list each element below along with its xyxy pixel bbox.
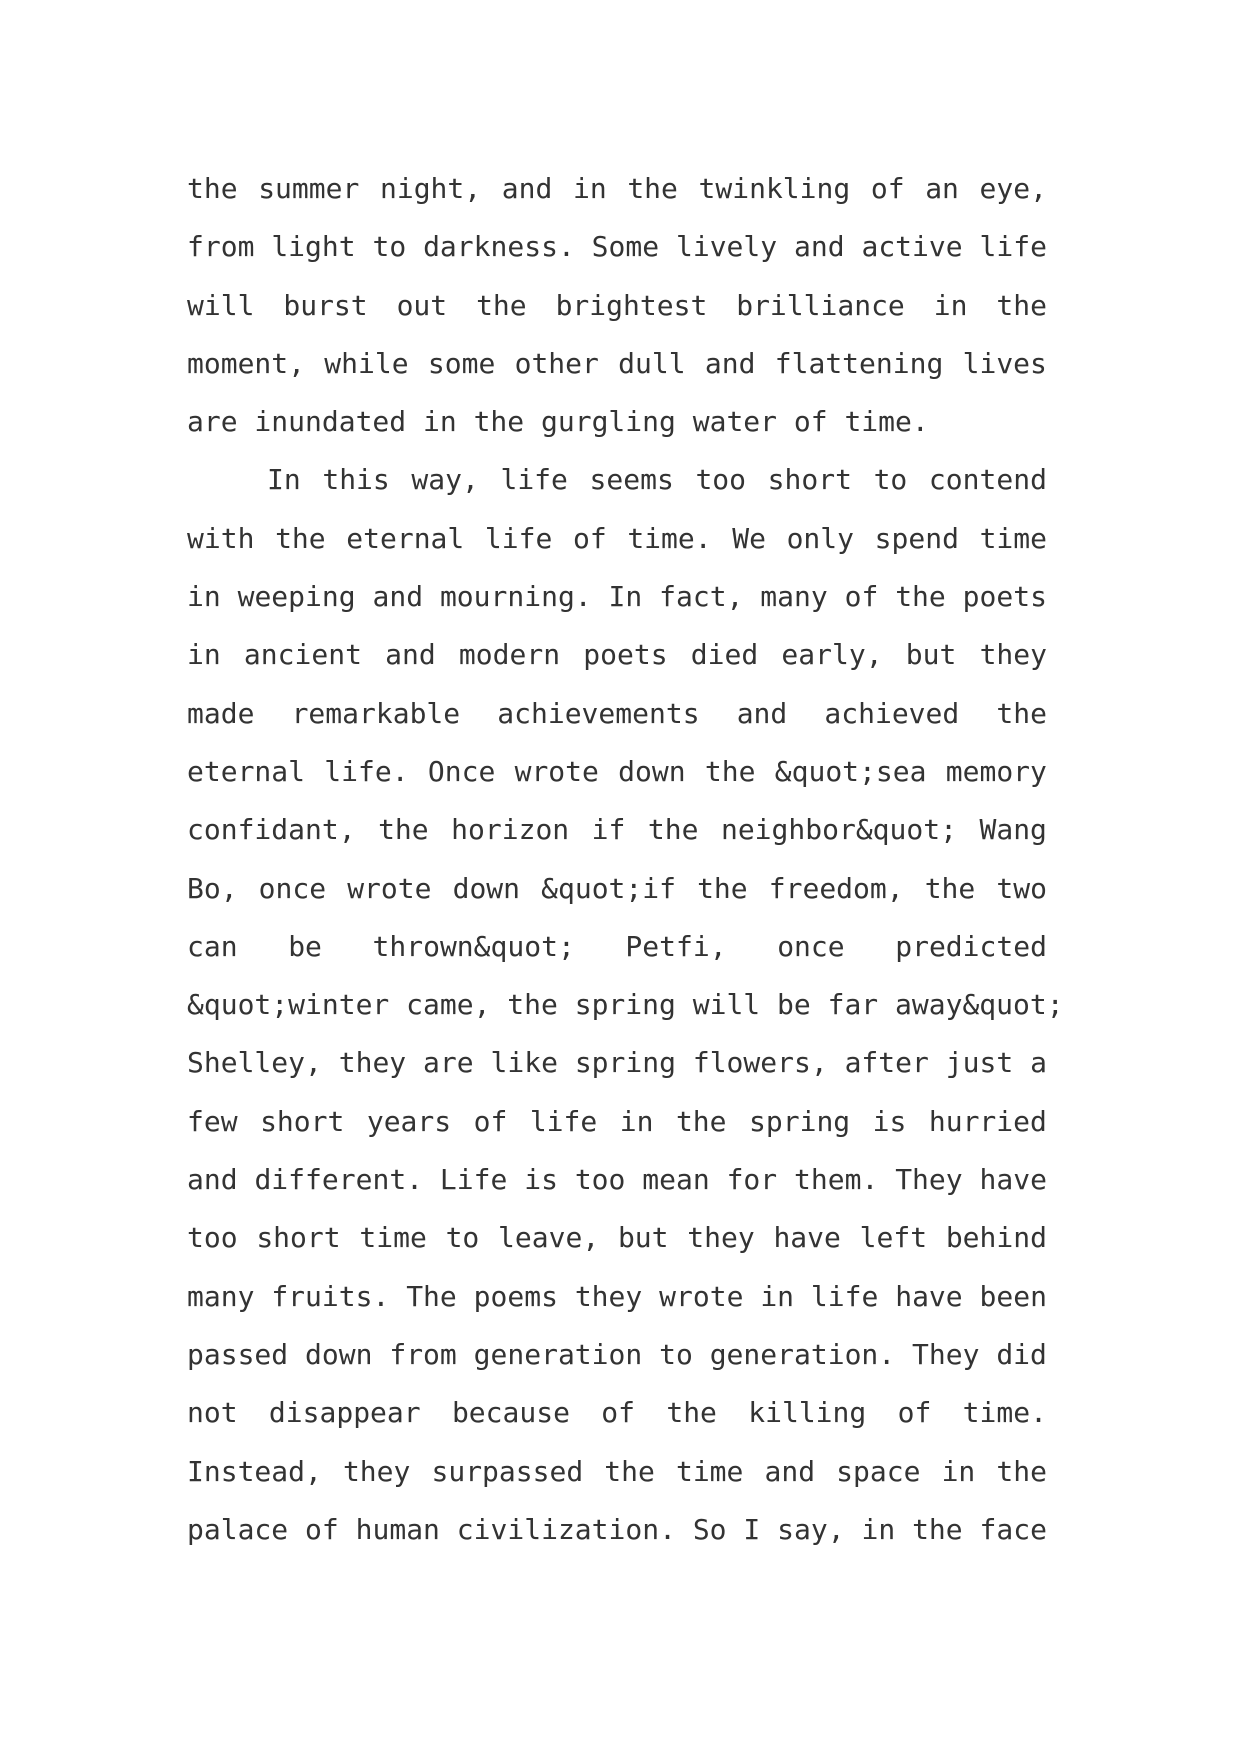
word: for bbox=[726, 1163, 778, 1197]
word: will bbox=[187, 288, 255, 322]
word: if bbox=[591, 813, 626, 847]
word: the bbox=[924, 871, 976, 905]
word: two bbox=[996, 871, 1047, 905]
word: time bbox=[979, 521, 1047, 555]
word: generation bbox=[473, 1337, 643, 1371]
word: the bbox=[996, 696, 1047, 730]
word: in bbox=[619, 1104, 654, 1138]
word: made bbox=[187, 696, 255, 730]
word: this bbox=[322, 463, 390, 497]
text-line bbox=[187, 1326, 1047, 1384]
text-line bbox=[187, 451, 1047, 509]
word: disappear bbox=[268, 1396, 421, 1430]
word: to bbox=[873, 463, 908, 497]
word: predicted bbox=[895, 929, 1047, 963]
word: mean bbox=[642, 1163, 710, 1197]
word: darkness. bbox=[423, 230, 575, 264]
word: they bbox=[979, 638, 1047, 672]
word: modern bbox=[458, 638, 561, 672]
word: wrote bbox=[347, 871, 432, 905]
word: brilliance bbox=[736, 288, 905, 322]
word: to bbox=[445, 1221, 480, 1255]
word: an bbox=[925, 172, 959, 205]
word: summer bbox=[258, 172, 360, 205]
word: other bbox=[514, 346, 599, 380]
word: but bbox=[617, 1221, 669, 1255]
word: early, bbox=[781, 638, 883, 672]
word: the bbox=[187, 172, 238, 205]
word: In bbox=[608, 580, 643, 614]
word: night, bbox=[379, 172, 482, 205]
word: Life bbox=[439, 1163, 508, 1197]
word: life bbox=[500, 463, 568, 497]
text-line bbox=[187, 335, 1047, 393]
word: in bbox=[572, 172, 607, 205]
word: time. bbox=[627, 521, 712, 555]
word: spend bbox=[874, 521, 959, 555]
word: and bbox=[372, 580, 424, 614]
word: life. bbox=[324, 754, 409, 788]
word: freedom, bbox=[768, 871, 904, 905]
word: achievements bbox=[497, 696, 700, 730]
word: Wang bbox=[979, 813, 1047, 847]
word: in bbox=[941, 1454, 976, 1488]
word: the bbox=[675, 1104, 727, 1138]
word: In bbox=[267, 463, 301, 497]
word: but bbox=[905, 638, 957, 672]
word: dull bbox=[618, 346, 686, 380]
word: way, bbox=[411, 463, 479, 497]
word: short bbox=[260, 1104, 345, 1138]
word: like bbox=[490, 1046, 558, 1080]
word: eternal bbox=[346, 521, 465, 555]
word: the bbox=[476, 288, 527, 322]
word: seems bbox=[589, 463, 674, 497]
word: the bbox=[666, 1396, 717, 1430]
word: from bbox=[389, 1337, 457, 1371]
word: time. bbox=[962, 1396, 1047, 1430]
word: and bbox=[704, 346, 756, 380]
word: horizon bbox=[451, 813, 570, 847]
word: and bbox=[736, 696, 788, 730]
word: years bbox=[366, 1104, 452, 1138]
word: to bbox=[372, 230, 407, 264]
word: too bbox=[695, 463, 747, 497]
word: surpassed bbox=[431, 1454, 584, 1488]
word: of bbox=[305, 1512, 339, 1546]
word: the bbox=[697, 871, 748, 905]
word: from bbox=[187, 230, 255, 264]
word: died bbox=[690, 638, 759, 672]
word: eye, bbox=[979, 172, 1047, 205]
word: just bbox=[945, 1046, 1014, 1080]
word: We bbox=[732, 521, 766, 555]
word: confidant, bbox=[187, 813, 356, 847]
word: Petfi, bbox=[625, 929, 727, 963]
word: many bbox=[760, 580, 828, 614]
word: of bbox=[473, 1104, 508, 1138]
word: civilization. bbox=[456, 1512, 676, 1546]
text-line bbox=[187, 218, 1047, 276]
text-line: are inundated in the gurgling water of time. bbox=[187, 405, 929, 439]
word: They bbox=[895, 1163, 963, 1197]
word: time bbox=[359, 1221, 427, 1255]
word: the bbox=[378, 813, 429, 847]
word: time bbox=[675, 1454, 744, 1488]
word: few bbox=[187, 1104, 238, 1138]
word: down bbox=[618, 754, 686, 788]
word: spring bbox=[574, 1046, 676, 1080]
word: the bbox=[275, 521, 326, 555]
word: been bbox=[979, 1279, 1047, 1313]
word: the bbox=[996, 1454, 1047, 1488]
word: say, bbox=[777, 1512, 845, 1546]
text-line bbox=[187, 918, 1047, 976]
word: in bbox=[760, 1279, 795, 1313]
word: is bbox=[524, 1163, 558, 1197]
word: I bbox=[743, 1512, 761, 1546]
word: thrown&quot; bbox=[372, 929, 575, 963]
text-line bbox=[187, 1209, 1047, 1267]
word: many bbox=[187, 1279, 255, 1313]
word: of bbox=[601, 1396, 636, 1430]
text-line bbox=[187, 1268, 1047, 1326]
word: &quot;if bbox=[541, 871, 676, 905]
word: active bbox=[861, 230, 963, 264]
word: the bbox=[704, 754, 756, 788]
word: weeping bbox=[237, 580, 356, 614]
word: with bbox=[187, 521, 255, 555]
word: of bbox=[870, 172, 905, 205]
word: in bbox=[187, 580, 221, 614]
word: eternal bbox=[187, 754, 306, 788]
text-line bbox=[187, 685, 1047, 743]
word: life bbox=[484, 521, 553, 555]
word: contend bbox=[928, 463, 1047, 497]
text-line bbox=[187, 1034, 1047, 1092]
word: did bbox=[996, 1337, 1047, 1371]
word: remarkable bbox=[291, 696, 461, 730]
word: down bbox=[305, 1337, 373, 1371]
word: fact, bbox=[659, 580, 744, 614]
word: burst bbox=[283, 288, 368, 322]
text-line bbox=[187, 1384, 1047, 1442]
text-line bbox=[187, 743, 1047, 801]
text-line bbox=[187, 1443, 1047, 1501]
word: The bbox=[406, 1279, 457, 1313]
text-line bbox=[187, 860, 1047, 918]
word: in bbox=[861, 1512, 896, 1546]
text-line bbox=[187, 160, 1047, 218]
word: a bbox=[1030, 1046, 1047, 1080]
word: short bbox=[256, 1221, 341, 1255]
word: light bbox=[271, 230, 356, 264]
word: the bbox=[912, 1512, 963, 1546]
word: palace bbox=[187, 1512, 289, 1546]
word: and bbox=[501, 172, 553, 205]
word: they bbox=[342, 1454, 411, 1488]
word: and bbox=[794, 230, 845, 264]
word: achieved bbox=[824, 696, 960, 730]
word: the bbox=[895, 580, 946, 614]
word: passed bbox=[187, 1337, 289, 1371]
word: once bbox=[777, 929, 845, 963]
word: life bbox=[979, 230, 1047, 264]
text-line bbox=[187, 801, 1047, 859]
word: leave, bbox=[498, 1221, 600, 1255]
word: too bbox=[574, 1163, 626, 1197]
word: once bbox=[258, 871, 327, 905]
word: flowers, bbox=[692, 1046, 828, 1080]
text-line bbox=[187, 1501, 1047, 1559]
word: left bbox=[859, 1221, 928, 1255]
word: Bo, bbox=[187, 871, 238, 905]
word: &quot;sea bbox=[774, 754, 927, 788]
word: of bbox=[897, 1396, 932, 1430]
word: moment, bbox=[187, 346, 306, 380]
word: space bbox=[836, 1454, 921, 1488]
word: down bbox=[452, 871, 521, 905]
word: killing bbox=[748, 1396, 867, 1430]
word: brightest bbox=[555, 288, 708, 322]
word: ancient bbox=[243, 638, 362, 672]
word: of bbox=[572, 521, 607, 555]
word: they bbox=[687, 1221, 755, 1255]
text-line: &quot;winter came, the spring will be far away&quot; bbox=[187, 988, 1064, 1022]
word: flattening bbox=[774, 346, 944, 380]
word: are bbox=[423, 1046, 474, 1080]
word: lives bbox=[962, 346, 1047, 380]
word: mourning. bbox=[439, 580, 592, 614]
word: the bbox=[647, 813, 699, 847]
text-line bbox=[187, 568, 1047, 626]
word: they bbox=[574, 1279, 643, 1313]
word: not bbox=[187, 1396, 238, 1430]
word: too bbox=[187, 1221, 238, 1255]
word: and bbox=[187, 1163, 238, 1197]
word: different. bbox=[254, 1163, 424, 1197]
word: Instead, bbox=[187, 1454, 322, 1488]
body-text bbox=[187, 160, 1064, 1559]
word: the bbox=[604, 1454, 655, 1488]
word: wrote bbox=[514, 754, 599, 788]
text-line bbox=[187, 1151, 1047, 1209]
word: because bbox=[451, 1396, 570, 1430]
word: Once bbox=[427, 754, 496, 788]
word: lively bbox=[675, 230, 778, 264]
word: Some bbox=[591, 230, 660, 264]
text-line bbox=[187, 1093, 1047, 1151]
word: only bbox=[786, 521, 855, 555]
word: and bbox=[385, 638, 436, 672]
word: them. bbox=[794, 1163, 879, 1197]
word: behind bbox=[945, 1221, 1047, 1255]
word: human bbox=[355, 1512, 440, 1546]
word: So bbox=[692, 1512, 727, 1546]
word: to bbox=[659, 1337, 693, 1371]
word: poets bbox=[583, 638, 668, 672]
word: life bbox=[810, 1279, 879, 1313]
word: while bbox=[324, 346, 409, 380]
word: spring bbox=[749, 1104, 851, 1138]
text-line bbox=[187, 510, 1047, 568]
text-line bbox=[187, 277, 1047, 335]
word: Shelley, bbox=[187, 1046, 322, 1080]
word: some bbox=[427, 346, 496, 380]
word: wrote bbox=[659, 1279, 744, 1313]
word: generation. bbox=[709, 1337, 896, 1371]
word: can bbox=[187, 929, 238, 963]
word: have bbox=[773, 1221, 841, 1255]
word: short bbox=[767, 463, 852, 497]
word: have bbox=[979, 1163, 1047, 1197]
word: out bbox=[396, 288, 448, 322]
word: hurried bbox=[928, 1104, 1047, 1138]
word: they bbox=[338, 1046, 407, 1080]
word: and bbox=[764, 1454, 816, 1488]
word: neighbor&quot; bbox=[720, 813, 957, 847]
text-line bbox=[187, 626, 1047, 684]
word: in bbox=[187, 638, 221, 672]
word: poets bbox=[962, 580, 1047, 614]
word: of bbox=[844, 580, 879, 614]
word: memory bbox=[945, 754, 1047, 788]
word: the bbox=[996, 288, 1047, 322]
word: They bbox=[912, 1337, 980, 1371]
word: have bbox=[895, 1279, 963, 1313]
word: in bbox=[933, 288, 968, 322]
word: face bbox=[979, 1512, 1047, 1546]
word: the bbox=[627, 172, 678, 205]
word: after bbox=[844, 1046, 929, 1080]
word: life bbox=[529, 1104, 598, 1138]
word: fruits. bbox=[271, 1279, 390, 1313]
word: poems bbox=[473, 1279, 558, 1313]
word: twinkling bbox=[698, 172, 851, 205]
word: is bbox=[872, 1104, 907, 1138]
word: be bbox=[288, 929, 322, 963]
